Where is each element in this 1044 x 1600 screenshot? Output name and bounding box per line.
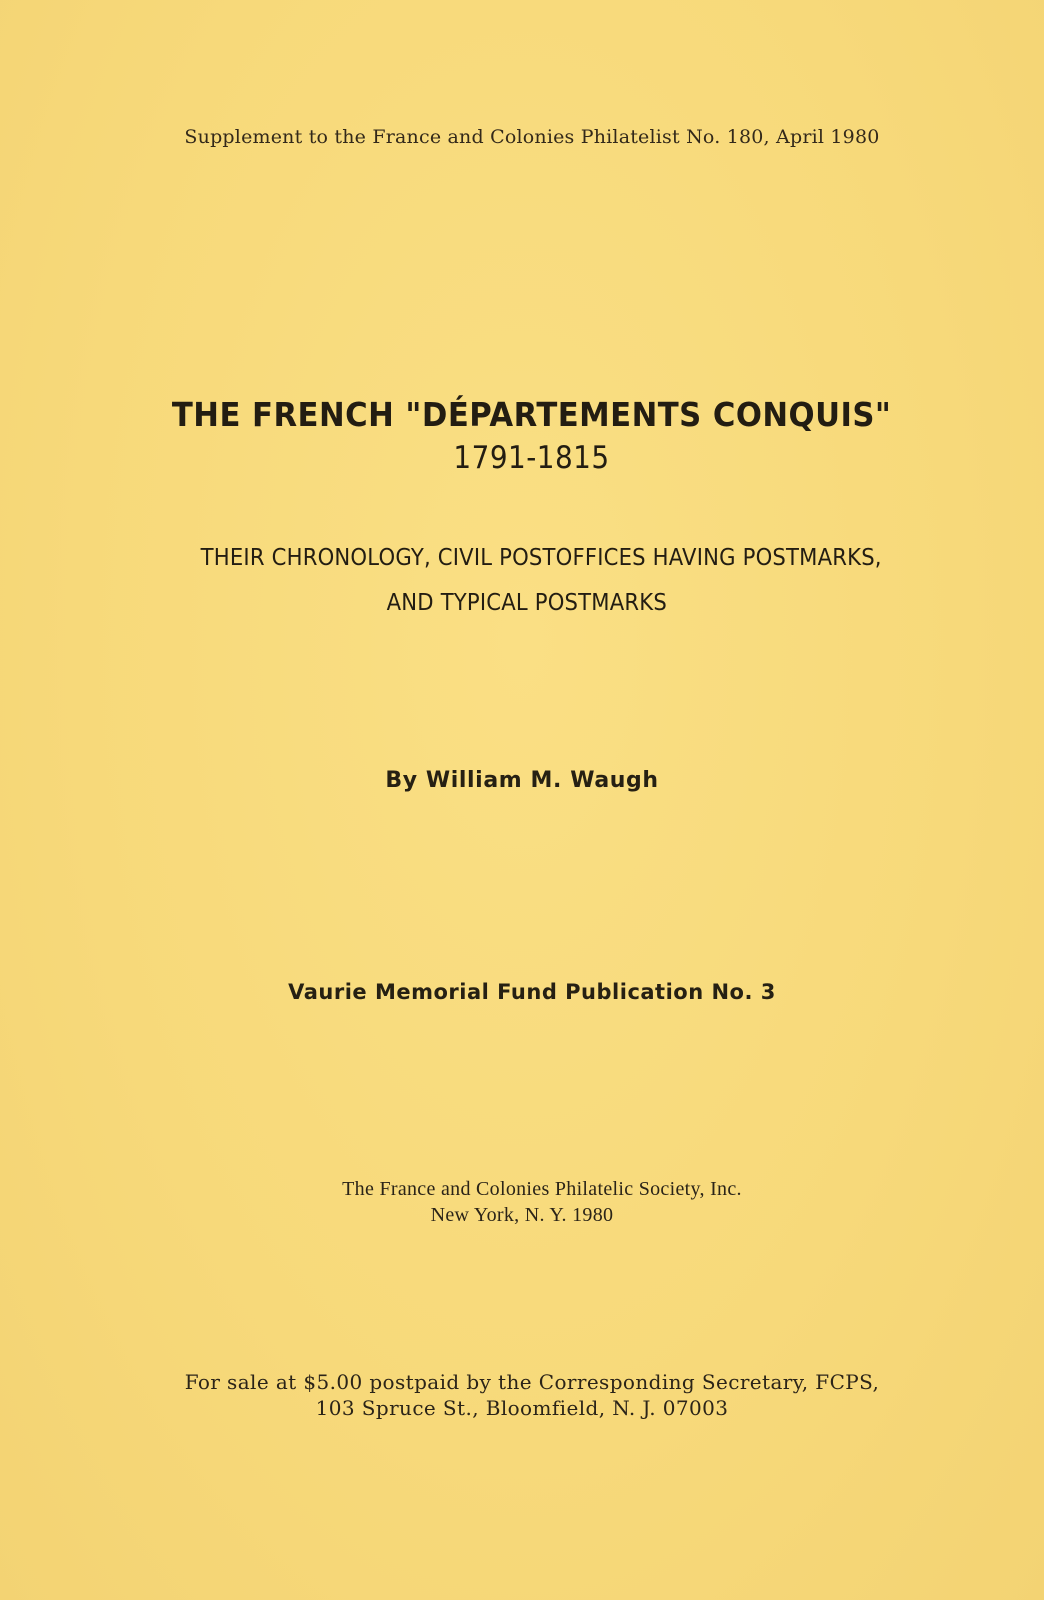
series-name: Vaurie Memorial Fund Publication No. 3: [288, 980, 776, 1004]
sale-notice-line-1: For sale at $5.00 postpaid by the Corresponding Secretary, FCPS,: [184, 1370, 880, 1394]
publisher-place-year: New York, N. Y. 1980: [430, 1204, 614, 1226]
subtitle-line-2: AND TYPICAL POSTMARKS: [386, 590, 667, 616]
title-line-1: THE FRENCH "DÉPARTEMENTS CONQUIS": [171, 395, 892, 434]
author-byline: By William M. Waugh: [385, 768, 659, 793]
publisher-name: The France and Colonies Philatelic Society, Inc.: [342, 1178, 742, 1200]
subtitle-line-1: THEIR CHRONOLOGY, CIVIL POSTOFFICES HAVING POSTMARKS,: [200, 545, 882, 571]
supplement-line: Supplement to the France and Colonies Philatelist No. 180, April 1980: [184, 126, 880, 148]
sale-notice-line-2: 103 Spruce St., Bloomfield, N. J. 07003: [315, 1396, 729, 1420]
title-years: 1791-1815: [453, 440, 610, 476]
